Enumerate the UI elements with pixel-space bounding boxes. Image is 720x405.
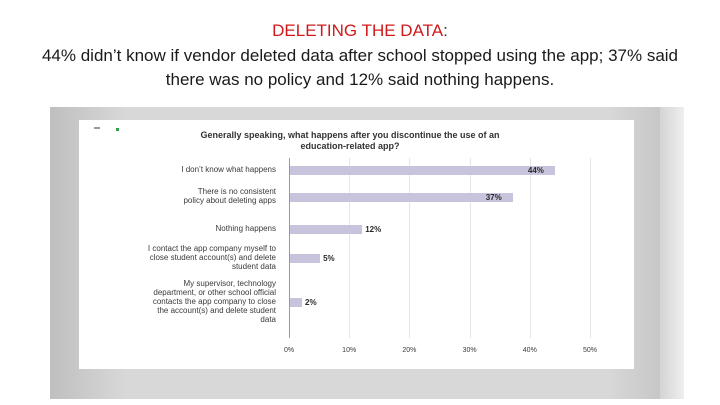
chart-title: Generally speaking, what happens after you discontinue the use of an education-related app?: [200, 130, 500, 151]
gridline: [409, 158, 410, 338]
slide-subtitle: 44% didn’t know if vendor deleted data after school stopped using the app; 37% said there was no policy and 12% said nothing happens.: [41, 46, 679, 89]
gridline: [590, 158, 591, 338]
value-label: 44%: [527, 165, 544, 175]
x-tick-label: 50%: [582, 347, 597, 354]
bar: [290, 254, 320, 263]
gridline: [530, 158, 531, 338]
value-label: 12%: [365, 224, 382, 234]
x-tick-label: 10%: [342, 347, 357, 354]
category-label: I don’t know what happens: [181, 164, 276, 174]
card-corner-mark: [94, 127, 100, 129]
gridline: [470, 158, 471, 338]
x-tick-label: 20%: [402, 347, 417, 354]
bar: [290, 193, 513, 202]
bar: [290, 298, 302, 307]
bar: [290, 166, 555, 175]
bar: [290, 225, 362, 234]
x-tick-label: 40%: [522, 347, 537, 354]
y-axis-line: [289, 158, 290, 338]
value-label: 2%: [305, 297, 317, 307]
image-frame-shadow: [660, 107, 684, 399]
category-label: There is no consistent policy about deleting apps: [183, 187, 276, 205]
green-mark-icon: [116, 128, 119, 131]
slide-title-colon: :: [443, 21, 448, 40]
value-label: 37%: [485, 192, 502, 202]
gridline: [349, 158, 350, 338]
category-label: Nothing happens: [215, 223, 276, 233]
slide-title: [0, 20, 720, 42]
category-label: My supervisor, technology department, or other school official contacts the app company to close the account(s) and delete student data: [152, 278, 276, 324]
category-label: I contact the app company myself to close student account(s) and delete student data: [147, 243, 276, 271]
value-label: 5%: [323, 253, 335, 263]
x-tick-label: 0%: [283, 347, 295, 354]
slide-title-text: DELETING THE DATA: [272, 21, 444, 40]
x-tick-label: 30%: [462, 347, 477, 354]
